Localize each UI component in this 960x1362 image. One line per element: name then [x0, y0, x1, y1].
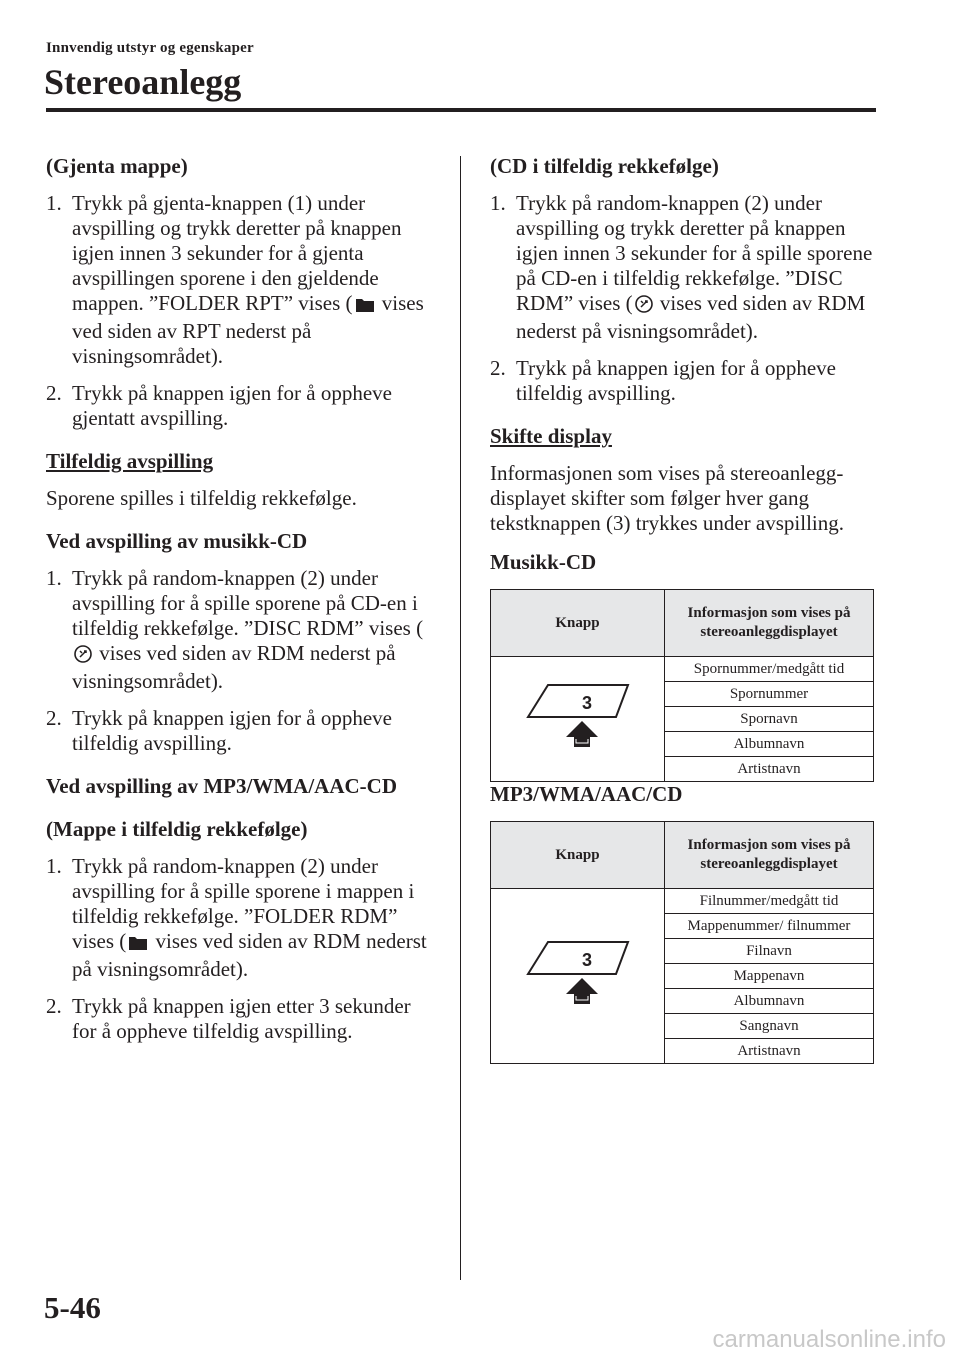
random-disc-icon — [74, 644, 92, 669]
step-number: 2. — [46, 381, 62, 405]
music-cd-table — [490, 589, 874, 782]
folder-random-heading: (Mappe i tilfeldig rekkefølge) — [46, 817, 308, 841]
step-text-post: vises ved siden av RPT nederst på visningsområdet). — [72, 291, 424, 368]
col-info: Informasjon som vises på stereoanleggdisplayet — [665, 822, 874, 889]
step-text — [72, 191, 436, 369]
step-text-pre: Trykk på random-knappen (2) under avspilling for å spille sporene på CD-en i tilfeldig rekkefølge. ”DISC RDM” vises ( — [72, 566, 424, 640]
repeat-folder-heading: (Gjenta mappe) — [46, 154, 188, 178]
col-knapp: Knapp — [491, 822, 665, 889]
info-cell: Albumnavn — [665, 989, 874, 1014]
random-intro: Sporene spilles i tilfeldig rekkefølge. — [46, 486, 357, 510]
table-row — [491, 889, 874, 914]
list-item — [46, 854, 436, 982]
list-item — [46, 994, 436, 1044]
step-number: 1. — [46, 854, 62, 878]
list-item — [490, 191, 875, 344]
step-text: Trykk på knappen igjen for å oppheve tilfeldig avspilling. — [72, 706, 392, 755]
text-button-icon — [518, 938, 638, 1008]
info-cell: Filnavn — [665, 939, 874, 964]
step-text — [516, 191, 875, 344]
folder-icon — [355, 294, 375, 319]
list-item — [490, 356, 875, 406]
page-title: Stereoanlegg — [44, 62, 242, 102]
button-number: 3 — [581, 950, 592, 970]
info-cell: Albumnavn — [665, 732, 874, 757]
step-number: 1. — [490, 191, 506, 215]
step-text-pre: Trykk på random-knappen (2) under avspilling og trykk deretter på knappen igjen innen 3 sekunder for å spille sporene på CD-en i tilfeldig rekkefølge. ”DISC RDM” vises ( — [516, 191, 873, 315]
right-column — [490, 154, 875, 1064]
info-cell: Artistnavn — [665, 1039, 874, 1064]
table-header-row — [491, 822, 874, 889]
step-text: Trykk på knappen igjen etter 3 sekunder for å oppheve tilfeldig avspilling. — [72, 994, 411, 1043]
info-cell: Mappenummer/ filnummer — [665, 914, 874, 939]
info-cell: Artistnavn — [665, 757, 874, 782]
list-item — [46, 706, 436, 756]
table1-heading: Musikk-CD — [490, 550, 597, 574]
random-heading: Tilfeldig avspilling — [46, 449, 214, 473]
info-cell: Filnummer/medgått tid — [665, 889, 874, 914]
header-rule — [46, 108, 876, 112]
col-knapp: Knapp — [491, 590, 665, 657]
folder-icon — [128, 932, 148, 957]
list-item — [46, 191, 436, 369]
list-item — [46, 566, 436, 694]
mp3-table — [490, 821, 874, 1064]
step-number: 1. — [46, 191, 62, 215]
table-header-row — [491, 590, 874, 657]
list-item — [46, 381, 436, 431]
step-text-pre: Trykk på gjenta-knappen (1) under avspilling og trykk deretter på knappen igjen innen 3 sekunder for å gjenta avspillingen sporene i den gjeldende mappen. ”FOLDER RPT” vises ( — [72, 191, 402, 315]
column-divider — [460, 156, 461, 1280]
display-intro: Informasjonen som vises på stereoanlegg-displayet skifter som følger hver gang tekstknappen (3) trykkes under avspilling. — [490, 461, 845, 535]
step-text-post: vises ved siden av RDM nederst på visningsområdet). — [72, 641, 396, 693]
mp3-heading: Ved avspilling av MP3/WMA/AAC-CD — [46, 774, 397, 798]
info-cell: Spornummer — [665, 682, 874, 707]
display-heading: Skifte display — [490, 424, 612, 448]
text-button-icon — [518, 681, 638, 751]
left-column — [46, 154, 436, 1056]
step-number: 2. — [46, 994, 62, 1018]
cd-random-heading: (CD i tilfeldig rekkefølge) — [490, 154, 719, 178]
watermark: carmanualsonline.info — [712, 1326, 946, 1353]
step-number: 2. — [46, 706, 62, 730]
step-number: 2. — [490, 356, 506, 380]
random-disc-icon — [635, 294, 653, 319]
step-text — [72, 566, 436, 694]
info-cell: Spornummer/medgått tid — [665, 657, 874, 682]
step-text — [72, 854, 436, 982]
info-cell: Mappenavn — [665, 964, 874, 989]
page-number: 5-46 — [44, 1290, 101, 1325]
step-text: Trykk på knappen igjen for å oppheve tilfeldig avspilling. — [516, 356, 836, 405]
table-row — [491, 657, 874, 682]
step-text-post: vises ved siden av RDM nederst på visningsområdet). — [72, 929, 427, 981]
music-cd-heading: Ved avspilling av musikk-CD — [46, 529, 308, 553]
section-label: Innvendig utstyr og egenskaper — [46, 40, 254, 56]
button-illustration — [491, 889, 665, 1064]
info-cell: Sangnavn — [665, 1014, 874, 1039]
button-number: 3 — [581, 693, 592, 713]
step-text-pre: Trykk på random-knappen (2) under avspilling for å spille sporene i mappen i tilfeldig rekkefølge. ”FOLDER RDM” vises ( — [72, 854, 415, 953]
col-info: Informasjon som vises på stereoanleggdisplayet — [665, 590, 874, 657]
step-text-post: vises ved siden av RDM nederst på visningsområdet). — [516, 291, 866, 343]
step-number: 1. — [46, 566, 62, 590]
info-cell: Spornavn — [665, 707, 874, 732]
button-illustration — [491, 657, 665, 782]
step-text: Trykk på knappen igjen for å oppheve gjentatt avspilling. — [72, 381, 392, 430]
table2-heading: MP3/WMA/AAC/CD — [490, 782, 683, 806]
